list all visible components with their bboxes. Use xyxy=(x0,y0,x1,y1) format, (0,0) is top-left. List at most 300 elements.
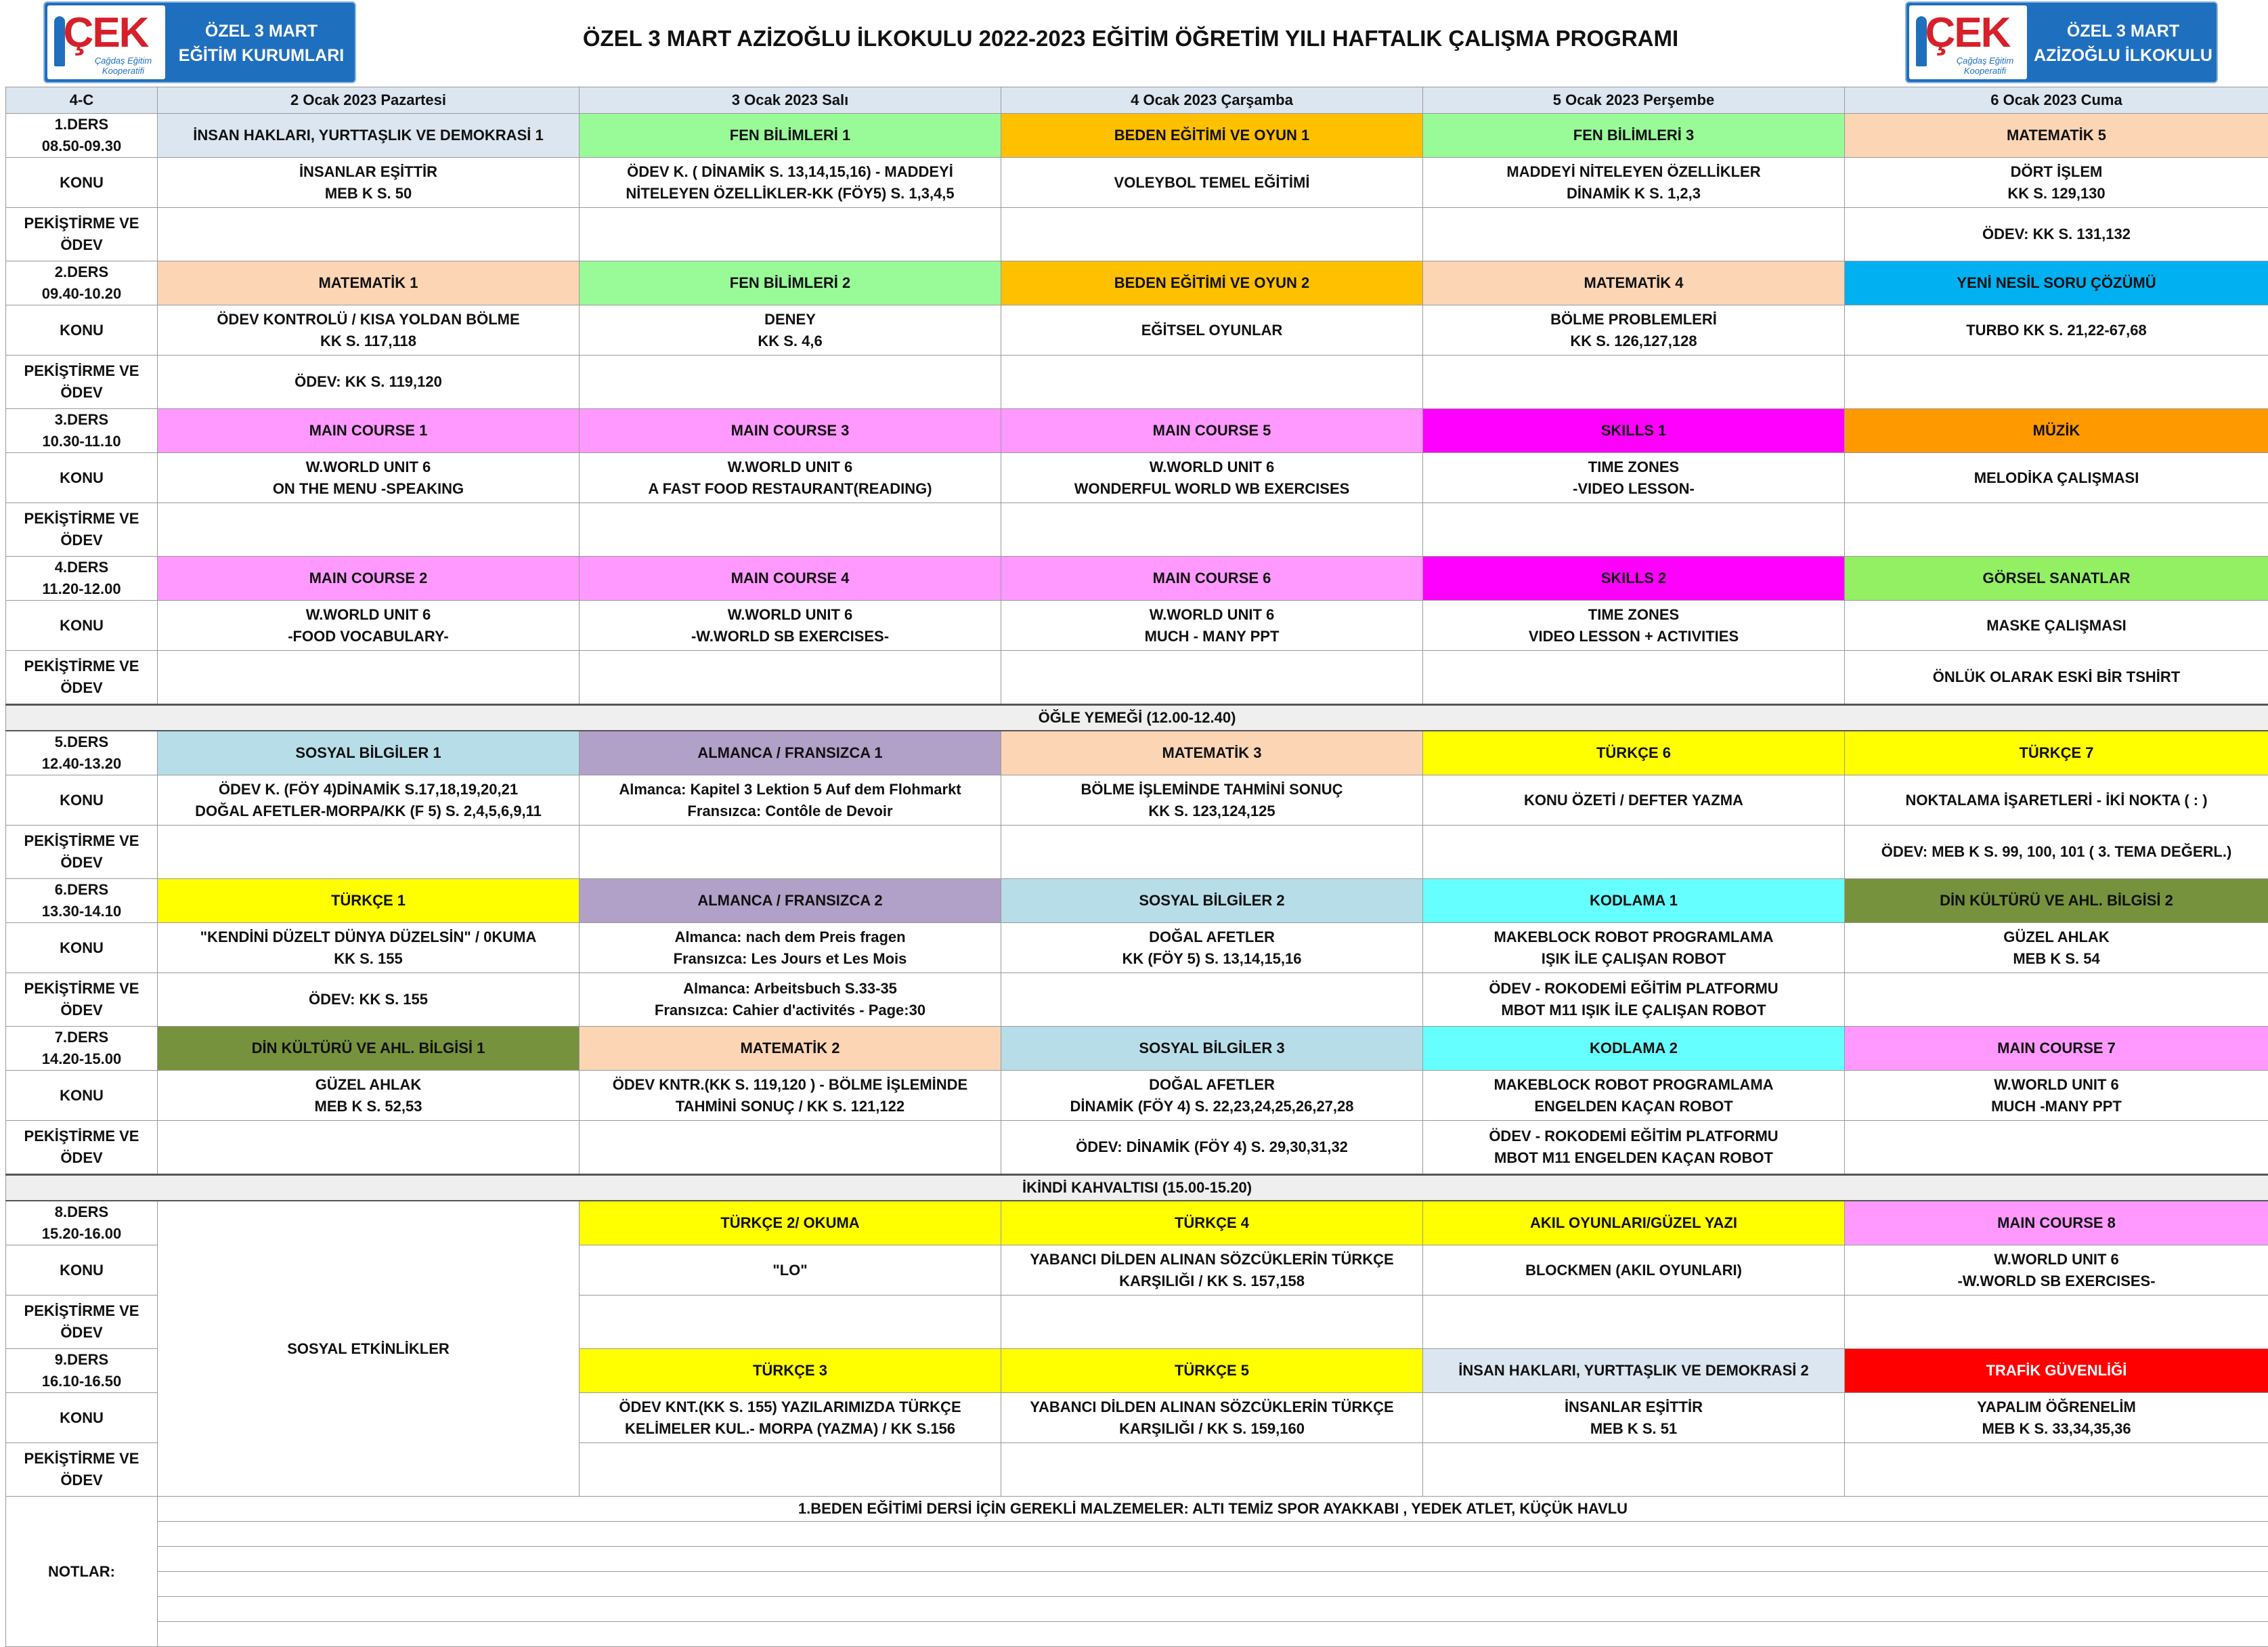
cek-logo-badge xyxy=(1909,5,2027,79)
lesson-number: 4.DERS xyxy=(10,557,153,578)
homework-cell xyxy=(1845,973,2268,1027)
lesson-row xyxy=(6,731,2268,775)
subject-cell: SOSYAL BİLGİLER 1 xyxy=(158,731,580,775)
homework-row xyxy=(6,651,2268,705)
notes-row xyxy=(6,1597,2268,1622)
subject-cell: TÜRKÇE 1 xyxy=(158,879,580,923)
subject-cell: BEDEN EĞİTİMİ VE OYUN 1 xyxy=(1001,114,1423,158)
topic-cell-line: TIME ZONES xyxy=(1427,604,1840,626)
topic-cell-line: W.WORLD UNIT 6 xyxy=(1005,456,1418,478)
subject-cell: DİN KÜLTÜRÜ VE AHL. BİLGİSİ 2 xyxy=(1845,879,2268,923)
topic-cell-line: YABANCI DİLDEN ALINAN SÖZCÜKLERİN TÜRKÇE xyxy=(1005,1396,1418,1418)
topic-cell-line: KK S. 126,127,128 xyxy=(1427,330,1840,352)
subject-cell: ALMANCA / FRANSIZCA 2 xyxy=(580,879,1001,923)
topic-cell xyxy=(1423,1071,1845,1121)
topic-cell xyxy=(1845,1393,2268,1443)
lesson-time: 10.30-11.10 xyxy=(10,431,153,452)
homework-cell xyxy=(158,973,580,1027)
homework-row xyxy=(6,356,2268,409)
topic-row-label: KONU xyxy=(6,775,158,826)
topic-cell-line: KELİMELER KUL.- MORPA (YAZMA) / KK S.156 xyxy=(584,1418,997,1440)
subject-cell: MÜZİK xyxy=(1845,409,2268,453)
note-line-cell xyxy=(158,1572,2268,1597)
topic-cell-line: İNSANLAR EŞİTTİR xyxy=(1427,1396,1840,1418)
page-header xyxy=(0,0,2268,87)
homework-row-label: PEKİŞTİRME VE ÖDEV xyxy=(6,1443,158,1497)
homework-cell xyxy=(158,208,580,261)
topic-cell xyxy=(580,1071,1001,1121)
topic-cell xyxy=(1423,453,1845,503)
lesson-time: 14.20-15.00 xyxy=(10,1048,153,1070)
topic-row-label: KONU xyxy=(6,1245,158,1296)
topic-cell-line: ÖDEV K. (FÖY 4)DİNAMİK S.17,18,19,20,21 xyxy=(162,779,575,800)
topic-row xyxy=(6,1071,2268,1121)
snack-break-row xyxy=(6,1175,2268,1201)
topic-cell-line: NİTELEYEN ÖZELLİKLER-KK (FÖY5) S. 1,3,4,5 xyxy=(584,183,997,205)
subject-cell: İNSAN HAKLARI, YURTTAŞLIK VE DEMOKRASİ 1 xyxy=(158,114,580,158)
homework-cell xyxy=(1001,651,1423,705)
topic-cell-line: MELODİKA ÇALIŞMASI xyxy=(1849,467,2264,489)
notes-row xyxy=(6,1622,2268,1647)
homework-cell xyxy=(1001,1296,1423,1349)
homework-cell-line: ÖDEV: DİNAMİK (FÖY 4) S. 29,30,31,32 xyxy=(1005,1136,1418,1158)
topic-cell-line: "KENDİNİ DÜZELT DÜNYA DÜZELSİN" / 0KUMA xyxy=(162,926,575,948)
notes-row xyxy=(6,1522,2268,1547)
subject-cell: KODLAMA 1 xyxy=(1423,879,1845,923)
homework-cell xyxy=(580,356,1001,409)
subject-cell: ALMANCA / FRANSIZCA 1 xyxy=(580,731,1001,775)
homework-cell xyxy=(1423,973,1845,1027)
lesson-row xyxy=(6,879,2268,923)
cek-logo-mark: ÇEK xyxy=(1913,7,2022,60)
topic-cell xyxy=(1423,305,1845,356)
topic-cell xyxy=(1001,1393,1423,1443)
topic-row-label: KONU xyxy=(6,1071,158,1121)
topic-cell xyxy=(1001,1245,1423,1296)
topic-cell-line: Almanca: Kapitel 3 Lektion 5 Auf dem Flohmarkt xyxy=(584,779,997,800)
topic-cell xyxy=(1845,1071,2268,1121)
homework-cell xyxy=(1845,1443,2268,1497)
topic-cell xyxy=(158,775,580,826)
topic-row xyxy=(6,305,2268,356)
topic-cell xyxy=(1845,305,2268,356)
homework-row-label: PEKİŞTİRME VE ÖDEV xyxy=(6,503,158,557)
homework-row-label: PEKİŞTİRME VE ÖDEV xyxy=(6,1296,158,1349)
weekly-schedule-table xyxy=(5,87,2268,1647)
note-line-cell: 1.BEDEN EĞİTİMİ DERSİ İÇİN GEREKLİ MALZEMELER: ALTI TEMİZ SPOR AYAKKABI , YEDEK ATLET, KÜÇÜK HAVLU xyxy=(158,1497,2268,1522)
topic-cell xyxy=(580,305,1001,356)
topic-cell-line: ÖDEV K. ( DİNAMİK S. 13,14,15,16) - MADDEYİ xyxy=(584,161,997,183)
topic-cell xyxy=(1001,305,1423,356)
day-header-cell: 4 Ocak 2023 Çarşamba xyxy=(1001,87,1423,114)
lesson-time: 11.20-12.00 xyxy=(10,578,153,600)
topic-cell-line: DÖRT İŞLEM xyxy=(1849,161,2264,183)
homework-cell xyxy=(1423,651,1845,705)
topic-cell-line: Fransızca: Contôle de Devoir xyxy=(584,800,997,822)
homework-cell xyxy=(1845,503,2268,557)
cek-logo-subtitle: Çağdaş Eğitim Kooperatifi xyxy=(83,56,164,76)
lesson-number: 2.DERS xyxy=(10,261,153,283)
lesson-label-cell xyxy=(6,1349,158,1393)
topic-cell-line: -W.WORLD SB EXERCISES- xyxy=(584,626,997,647)
topic-cell-line: DOĞAL AFETLER xyxy=(1005,926,1418,948)
lesson-row xyxy=(6,409,2268,453)
lesson-label-cell xyxy=(6,114,158,158)
lesson-row xyxy=(6,557,2268,601)
class-name-cell: 4-C xyxy=(6,87,158,114)
subject-cell: TÜRKÇE 4 xyxy=(1001,1201,1423,1245)
topic-cell xyxy=(1001,453,1423,503)
subject-cell: GÖRSEL SANATLAR xyxy=(1845,557,2268,601)
homework-cell xyxy=(580,503,1001,557)
homework-cell xyxy=(1845,1296,2268,1349)
logo-left-line2: EĞİTİM KURUMLARI xyxy=(171,43,352,68)
subject-cell: MAIN COURSE 3 xyxy=(580,409,1001,453)
subject-cell: MATEMATİK 4 xyxy=(1423,261,1845,305)
topic-cell-line: GÜZEL AHLAK xyxy=(1849,926,2264,948)
topic-cell xyxy=(1845,158,2268,208)
subject-cell: MATEMATİK 5 xyxy=(1845,114,2268,158)
lesson-row xyxy=(6,261,2268,305)
subject-cell: SKILLS 1 xyxy=(1423,409,1845,453)
homework-cell xyxy=(580,208,1001,261)
topic-row xyxy=(6,158,2268,208)
homework-cell xyxy=(158,1121,580,1175)
topic-cell-line: YAPALIM ÖĞRENELİM xyxy=(1849,1396,2264,1418)
homework-cell xyxy=(580,1296,1001,1349)
homework-row-label: PEKİŞTİRME VE ÖDEV xyxy=(6,208,158,261)
homework-cell xyxy=(1423,503,1845,557)
topic-cell-line: -W.WORLD SB EXERCISES- xyxy=(1849,1270,2264,1292)
topic-cell xyxy=(1845,923,2268,973)
homework-row-label: PEKİŞTİRME VE ÖDEV xyxy=(6,356,158,409)
homework-row xyxy=(6,208,2268,261)
topic-cell xyxy=(1423,158,1845,208)
page-title: ÖZEL 3 MART AZİZOĞLU İLKOKULU 2022-2023 EĞİTİM ÖĞRETİM YILI HAFTALIK ÇALIŞMA PROGRAMI xyxy=(379,26,1882,51)
topic-cell xyxy=(158,601,580,651)
topic-cell-line: DİNAMİK (FÖY 4) S. 22,23,24,25,26,27,28 xyxy=(1005,1096,1418,1117)
subject-cell: MAIN COURSE 7 xyxy=(1845,1027,2268,1071)
topic-cell xyxy=(1845,1245,2268,1296)
homework-row-label: PEKİŞTİRME VE ÖDEV xyxy=(6,1121,158,1175)
topic-cell-line: DENEY xyxy=(584,309,997,330)
topic-cell-line: MEB K S. 33,34,35,36 xyxy=(1849,1418,2264,1440)
subject-cell: MATEMATİK 2 xyxy=(580,1027,1001,1071)
homework-cell-line: ÖDEV - ROKODEMİ EĞİTİM PLATFORMU xyxy=(1427,978,1840,1000)
homework-cell xyxy=(1423,1443,1845,1497)
topic-cell-line: TAHMİNİ SONUÇ / KK S. 121,122 xyxy=(584,1096,997,1117)
subject-cell: BEDEN EĞİTİMİ VE OYUN 2 xyxy=(1001,261,1423,305)
day-header-cell: 3 Ocak 2023 Salı xyxy=(580,87,1001,114)
topic-cell-line: ÖDEV KNT.(KK S. 155) YAZILARIMIZDA TÜRKÇE xyxy=(584,1396,997,1418)
topic-row xyxy=(6,923,2268,973)
homework-cell xyxy=(1845,208,2268,261)
homework-cell xyxy=(1001,973,1423,1027)
topic-row-label: KONU xyxy=(6,305,158,356)
logo-left-text xyxy=(171,19,352,68)
homework-cell xyxy=(580,826,1001,879)
day-header-row xyxy=(6,87,2268,114)
subject-cell: TÜRKÇE 5 xyxy=(1001,1349,1423,1393)
homework-cell-line: Fransızca: Cahier d'activités - Page:30 xyxy=(584,1000,997,1021)
lesson-number: 7.DERS xyxy=(10,1027,153,1048)
topic-cell-line: ON THE MENU -SPEAKING xyxy=(162,478,575,500)
topic-cell-line: KONU ÖZETİ / DEFTER YAZMA xyxy=(1427,790,1840,811)
note-line-cell xyxy=(158,1547,2268,1572)
topic-cell-line: WONDERFUL WORLD WB EXERCISES xyxy=(1005,478,1418,500)
topic-cell-line: MADDEYİ NİTELEYEN ÖZELLİKLER xyxy=(1427,161,1840,183)
topic-cell-line: BÖLME PROBLEMLERİ xyxy=(1427,309,1840,330)
topic-row-label: KONU xyxy=(6,923,158,973)
homework-cell-line: ÖDEV: KK S. 155 xyxy=(162,989,575,1010)
topic-cell xyxy=(1001,158,1423,208)
subject-cell: SOSYAL BİLGİLER 3 xyxy=(1001,1027,1423,1071)
logo-right-line1: ÖZEL 3 MART xyxy=(2032,19,2214,43)
topic-cell-line: MEB K S. 52,53 xyxy=(162,1096,575,1117)
lesson-label-cell xyxy=(6,879,158,923)
topic-row xyxy=(6,775,2268,826)
topic-cell-line: MEB K S. 54 xyxy=(1849,948,2264,970)
logo-right-text xyxy=(2032,19,2214,68)
topic-cell xyxy=(580,1245,1001,1296)
topic-cell-line: ÖDEV KONTROLÜ / KISA YOLDAN BÖLME xyxy=(162,309,575,330)
topic-cell-line: DOĞAL AFETLER-MORPA/KK (F 5) S. 2,4,5,6,9,11 xyxy=(162,800,575,822)
topic-cell xyxy=(158,453,580,503)
topic-cell xyxy=(158,923,580,973)
subject-cell: MATEMATİK 3 xyxy=(1001,731,1423,775)
topic-cell xyxy=(158,1071,580,1121)
topic-cell-line: TIME ZONES xyxy=(1427,456,1840,478)
lesson-time: 09.40-10.20 xyxy=(10,283,153,305)
homework-cell xyxy=(1423,1296,1845,1349)
lesson-time: 13.30-14.10 xyxy=(10,901,153,922)
school-logo-right xyxy=(1905,1,2218,83)
homework-cell xyxy=(158,651,580,705)
topic-cell xyxy=(1001,775,1423,826)
homework-cell xyxy=(580,973,1001,1027)
day-header-cell: 2 Ocak 2023 Pazartesi xyxy=(158,87,580,114)
homework-row-label: PEKİŞTİRME VE ÖDEV xyxy=(6,826,158,879)
topic-cell-line: BLOCKMEN (AKIL OYUNLARI) xyxy=(1427,1260,1840,1281)
subject-cell: SOSYAL BİLGİLER 2 xyxy=(1001,879,1423,923)
homework-row xyxy=(6,1121,2268,1175)
homework-cell xyxy=(580,1121,1001,1175)
subject-cell: AKIL OYUNLARI/GÜZEL YAZI xyxy=(1423,1201,1845,1245)
subject-cell: FEN BİLİMLERİ 2 xyxy=(580,261,1001,305)
topic-row-label: KONU xyxy=(6,601,158,651)
subject-cell: TÜRKÇE 3 xyxy=(580,1349,1001,1393)
topic-cell-line: MUCH -MANY PPT xyxy=(1849,1096,2264,1117)
topic-cell-line: W.WORLD UNIT 6 xyxy=(162,456,575,478)
lesson-number: 5.DERS xyxy=(10,731,153,753)
topic-cell-line: KARŞILIĞI / KK S. 157,158 xyxy=(1005,1270,1418,1292)
notes-row xyxy=(6,1572,2268,1597)
subject-cell: TÜRKÇE 7 xyxy=(1845,731,2268,775)
subject-cell: TÜRKÇE 2/ OKUMA xyxy=(580,1201,1001,1245)
subject-cell: YENİ NESİL SORU ÇÖZÜMÜ xyxy=(1845,261,2268,305)
lesson-row xyxy=(6,114,2268,158)
topic-cell-line: W.WORLD UNIT 6 xyxy=(1849,1249,2264,1270)
subject-cell: MAIN COURSE 4 xyxy=(580,557,1001,601)
topic-cell xyxy=(580,1393,1001,1443)
topic-cell-line: A FAST FOOD RESTAURANT(READING) xyxy=(584,478,997,500)
lesson-time: 16.10-16.50 xyxy=(10,1371,153,1392)
subject-cell: FEN BİLİMLERİ 3 xyxy=(1423,114,1845,158)
topic-cell-line: ÖDEV KNTR.(KK S. 119,120 ) - BÖLME İŞLEMİNDE xyxy=(584,1074,997,1096)
lesson-number: 6.DERS xyxy=(10,879,153,901)
subject-cell: MAIN COURSE 5 xyxy=(1001,409,1423,453)
topic-cell xyxy=(1423,1245,1845,1296)
lunch-break-row xyxy=(6,705,2268,731)
lunch-break-cell: ÖĞLE YEMEĞİ (12.00-12.40) xyxy=(6,705,2268,731)
topic-cell xyxy=(580,158,1001,208)
lesson-label-cell xyxy=(6,557,158,601)
homework-row xyxy=(6,503,2268,557)
topic-cell-line: MAKEBLOCK ROBOT PROGRAMLAMA xyxy=(1427,1074,1840,1096)
cek-logo-subtitle: Çağdaş Eğitim Kooperatifi xyxy=(1944,56,2026,76)
day-header-cell: 5 Ocak 2023 Perşembe xyxy=(1423,87,1845,114)
lesson-number: 3.DERS xyxy=(10,409,153,431)
social-activities-cell: SOSYAL ETKİNLİKLER xyxy=(158,1201,580,1497)
topic-cell-line: KK S. 129,130 xyxy=(1849,183,2264,205)
subject-cell: KODLAMA 2 xyxy=(1423,1027,1845,1071)
topic-cell-line: YABANCI DİLDEN ALINAN SÖZCÜKLERİN TÜRKÇE xyxy=(1005,1249,1418,1270)
subject-cell: MAIN COURSE 2 xyxy=(158,557,580,601)
homework-cell-line: ÖDEV - ROKODEMİ EĞİTİM PLATFORMU xyxy=(1427,1126,1840,1147)
topic-row-label: KONU xyxy=(6,1393,158,1443)
topic-cell-line: NOKTALAMA İŞARETLERİ - İKİ NOKTA ( : ) xyxy=(1849,790,2264,811)
school-logo-left xyxy=(43,1,356,83)
topic-cell xyxy=(1423,775,1845,826)
subject-cell: MATEMATİK 1 xyxy=(158,261,580,305)
subject-cell: DİN KÜLTÜRÜ VE AHL. BİLGİSİ 1 xyxy=(158,1027,580,1071)
topic-cell xyxy=(1001,601,1423,651)
homework-cell xyxy=(1001,1121,1423,1175)
topic-cell-line: MASKE ÇALIŞMASI xyxy=(1849,615,2264,637)
topic-cell-line: MEB K S. 50 xyxy=(162,183,575,205)
homework-cell xyxy=(1423,826,1845,879)
homework-cell xyxy=(1001,503,1423,557)
topic-cell-line: KK S. 123,124,125 xyxy=(1005,800,1418,822)
topic-cell-line: KK S. 155 xyxy=(162,948,575,970)
lesson-label-cell xyxy=(6,1027,158,1071)
lesson-time: 08.50-09.30 xyxy=(10,135,153,157)
day-header-cell: 6 Ocak 2023 Cuma xyxy=(1845,87,2268,114)
topic-cell-line: W.WORLD UNIT 6 xyxy=(584,456,997,478)
topic-cell-line: Fransızca: Les Jours et Les Mois xyxy=(584,948,997,970)
note-line-cell xyxy=(158,1622,2268,1647)
homework-cell xyxy=(1845,826,2268,879)
topic-cell xyxy=(158,158,580,208)
topic-cell xyxy=(1001,923,1423,973)
lesson-label-cell xyxy=(6,1201,158,1245)
topic-cell-line: MEB K S. 51 xyxy=(1427,1418,1840,1440)
topic-cell xyxy=(1845,775,2268,826)
topic-cell-line: "LO" xyxy=(584,1260,997,1281)
lesson-label-cell xyxy=(6,261,158,305)
topic-row xyxy=(6,453,2268,503)
lesson-time: 12.40-13.20 xyxy=(10,753,153,775)
topic-cell-line: KARŞILIĞI / KK S. 159,160 xyxy=(1005,1418,1418,1440)
notes-row xyxy=(6,1497,2268,1522)
homework-row-label: PEKİŞTİRME VE ÖDEV xyxy=(6,651,158,705)
homework-cell xyxy=(1001,1443,1423,1497)
lesson-row xyxy=(6,1027,2268,1071)
topic-cell-line: MUCH - MANY PPT xyxy=(1005,626,1418,647)
topic-row-label: KONU xyxy=(6,453,158,503)
topic-cell-line: EĞİTSEL OYUNLAR xyxy=(1005,320,1418,341)
topic-cell xyxy=(580,601,1001,651)
homework-cell-line: MBOT M11 IŞIK İLE ÇALIŞAN ROBOT xyxy=(1427,1000,1840,1021)
lesson-number: 8.DERS xyxy=(10,1201,153,1223)
topic-cell-line: DİNAMİK K S. 1,2,3 xyxy=(1427,183,1840,205)
lesson-number: 1.DERS xyxy=(10,114,153,135)
topic-cell-line: DOĞAL AFETLER xyxy=(1005,1074,1418,1096)
topic-cell-line: İNSANLAR EŞİTTİR xyxy=(162,161,575,183)
notes-row xyxy=(6,1547,2268,1572)
homework-row xyxy=(6,826,2268,879)
homework-cell xyxy=(1423,1121,1845,1175)
homework-cell xyxy=(1845,651,2268,705)
topic-cell xyxy=(1423,601,1845,651)
topic-cell-line: BÖLME İŞLEMİNDE TAHMİNİ SONUÇ xyxy=(1005,779,1418,800)
topic-row xyxy=(6,601,2268,651)
topic-cell xyxy=(1423,923,1845,973)
topic-cell-line: VIDEO LESSON + ACTIVITIES xyxy=(1427,626,1840,647)
subject-cell: SKILLS 2 xyxy=(1423,557,1845,601)
topic-cell-line: GÜZEL AHLAK xyxy=(162,1074,575,1096)
note-line-cell xyxy=(158,1522,2268,1547)
subject-cell: TÜRKÇE 6 xyxy=(1423,731,1845,775)
topic-cell-line: ENGELDEN KAÇAN ROBOT xyxy=(1427,1096,1840,1117)
lesson-label-cell xyxy=(6,409,158,453)
cek-logo-badge xyxy=(47,5,165,79)
homework-cell-line: ÖDEV: MEB K S. 99, 100, 101 ( 3. TEMA DEĞERL.) xyxy=(1849,841,2264,863)
logo-right-line2: AZİZOĞLU İLKOKULU xyxy=(2032,43,2214,68)
homework-cell xyxy=(1001,208,1423,261)
subject-cell: MAIN COURSE 1 xyxy=(158,409,580,453)
homework-cell xyxy=(1001,356,1423,409)
topic-cell xyxy=(580,923,1001,973)
homework-cell xyxy=(1845,1121,2268,1175)
topic-cell-line: W.WORLD UNIT 6 xyxy=(162,604,575,626)
topic-cell-line: KK (FÖY 5) S. 13,14,15,16 xyxy=(1005,948,1418,970)
topic-cell-line: IŞIK İLE ÇALIŞAN ROBOT xyxy=(1427,948,1840,970)
lesson-label-cell xyxy=(6,731,158,775)
topic-cell-line: TURBO KK S. 21,22-67,68 xyxy=(1849,320,2264,341)
lesson-row xyxy=(6,1201,2268,1245)
topic-cell-line: -VIDEO LESSON- xyxy=(1427,478,1840,500)
homework-cell xyxy=(1001,826,1423,879)
homework-cell xyxy=(158,826,580,879)
logo-left-line1: ÖZEL 3 MART xyxy=(171,19,352,43)
topic-cell-line: Almanca: nach dem Preis fragen xyxy=(584,926,997,948)
subject-cell: MAIN COURSE 8 xyxy=(1845,1201,2268,1245)
subject-cell: FEN BİLİMLERİ 1 xyxy=(580,114,1001,158)
topic-cell xyxy=(1845,601,2268,651)
cek-logo-mark: ÇEK xyxy=(51,7,160,60)
topic-cell-line: W.WORLD UNIT 6 xyxy=(1849,1074,2264,1096)
homework-cell-line: MBOT M11 ENGELDEN KAÇAN ROBOT xyxy=(1427,1147,1840,1169)
topic-cell-line: W.WORLD UNIT 6 xyxy=(1005,604,1418,626)
homework-cell xyxy=(580,651,1001,705)
topic-cell-line: KK S. 4,6 xyxy=(584,330,997,352)
subject-cell: İNSAN HAKLARI, YURTTAŞLIK VE DEMOKRASİ 2 xyxy=(1423,1349,1845,1393)
homework-cell-line: ÖDEV: KK S. 131,132 xyxy=(1849,223,2264,245)
homework-cell-line: Almanca: Arbeitsbuch S.33-35 xyxy=(584,978,997,1000)
lesson-time: 15.20-16.00 xyxy=(10,1223,153,1245)
subject-cell: MAIN COURSE 6 xyxy=(1001,557,1423,601)
